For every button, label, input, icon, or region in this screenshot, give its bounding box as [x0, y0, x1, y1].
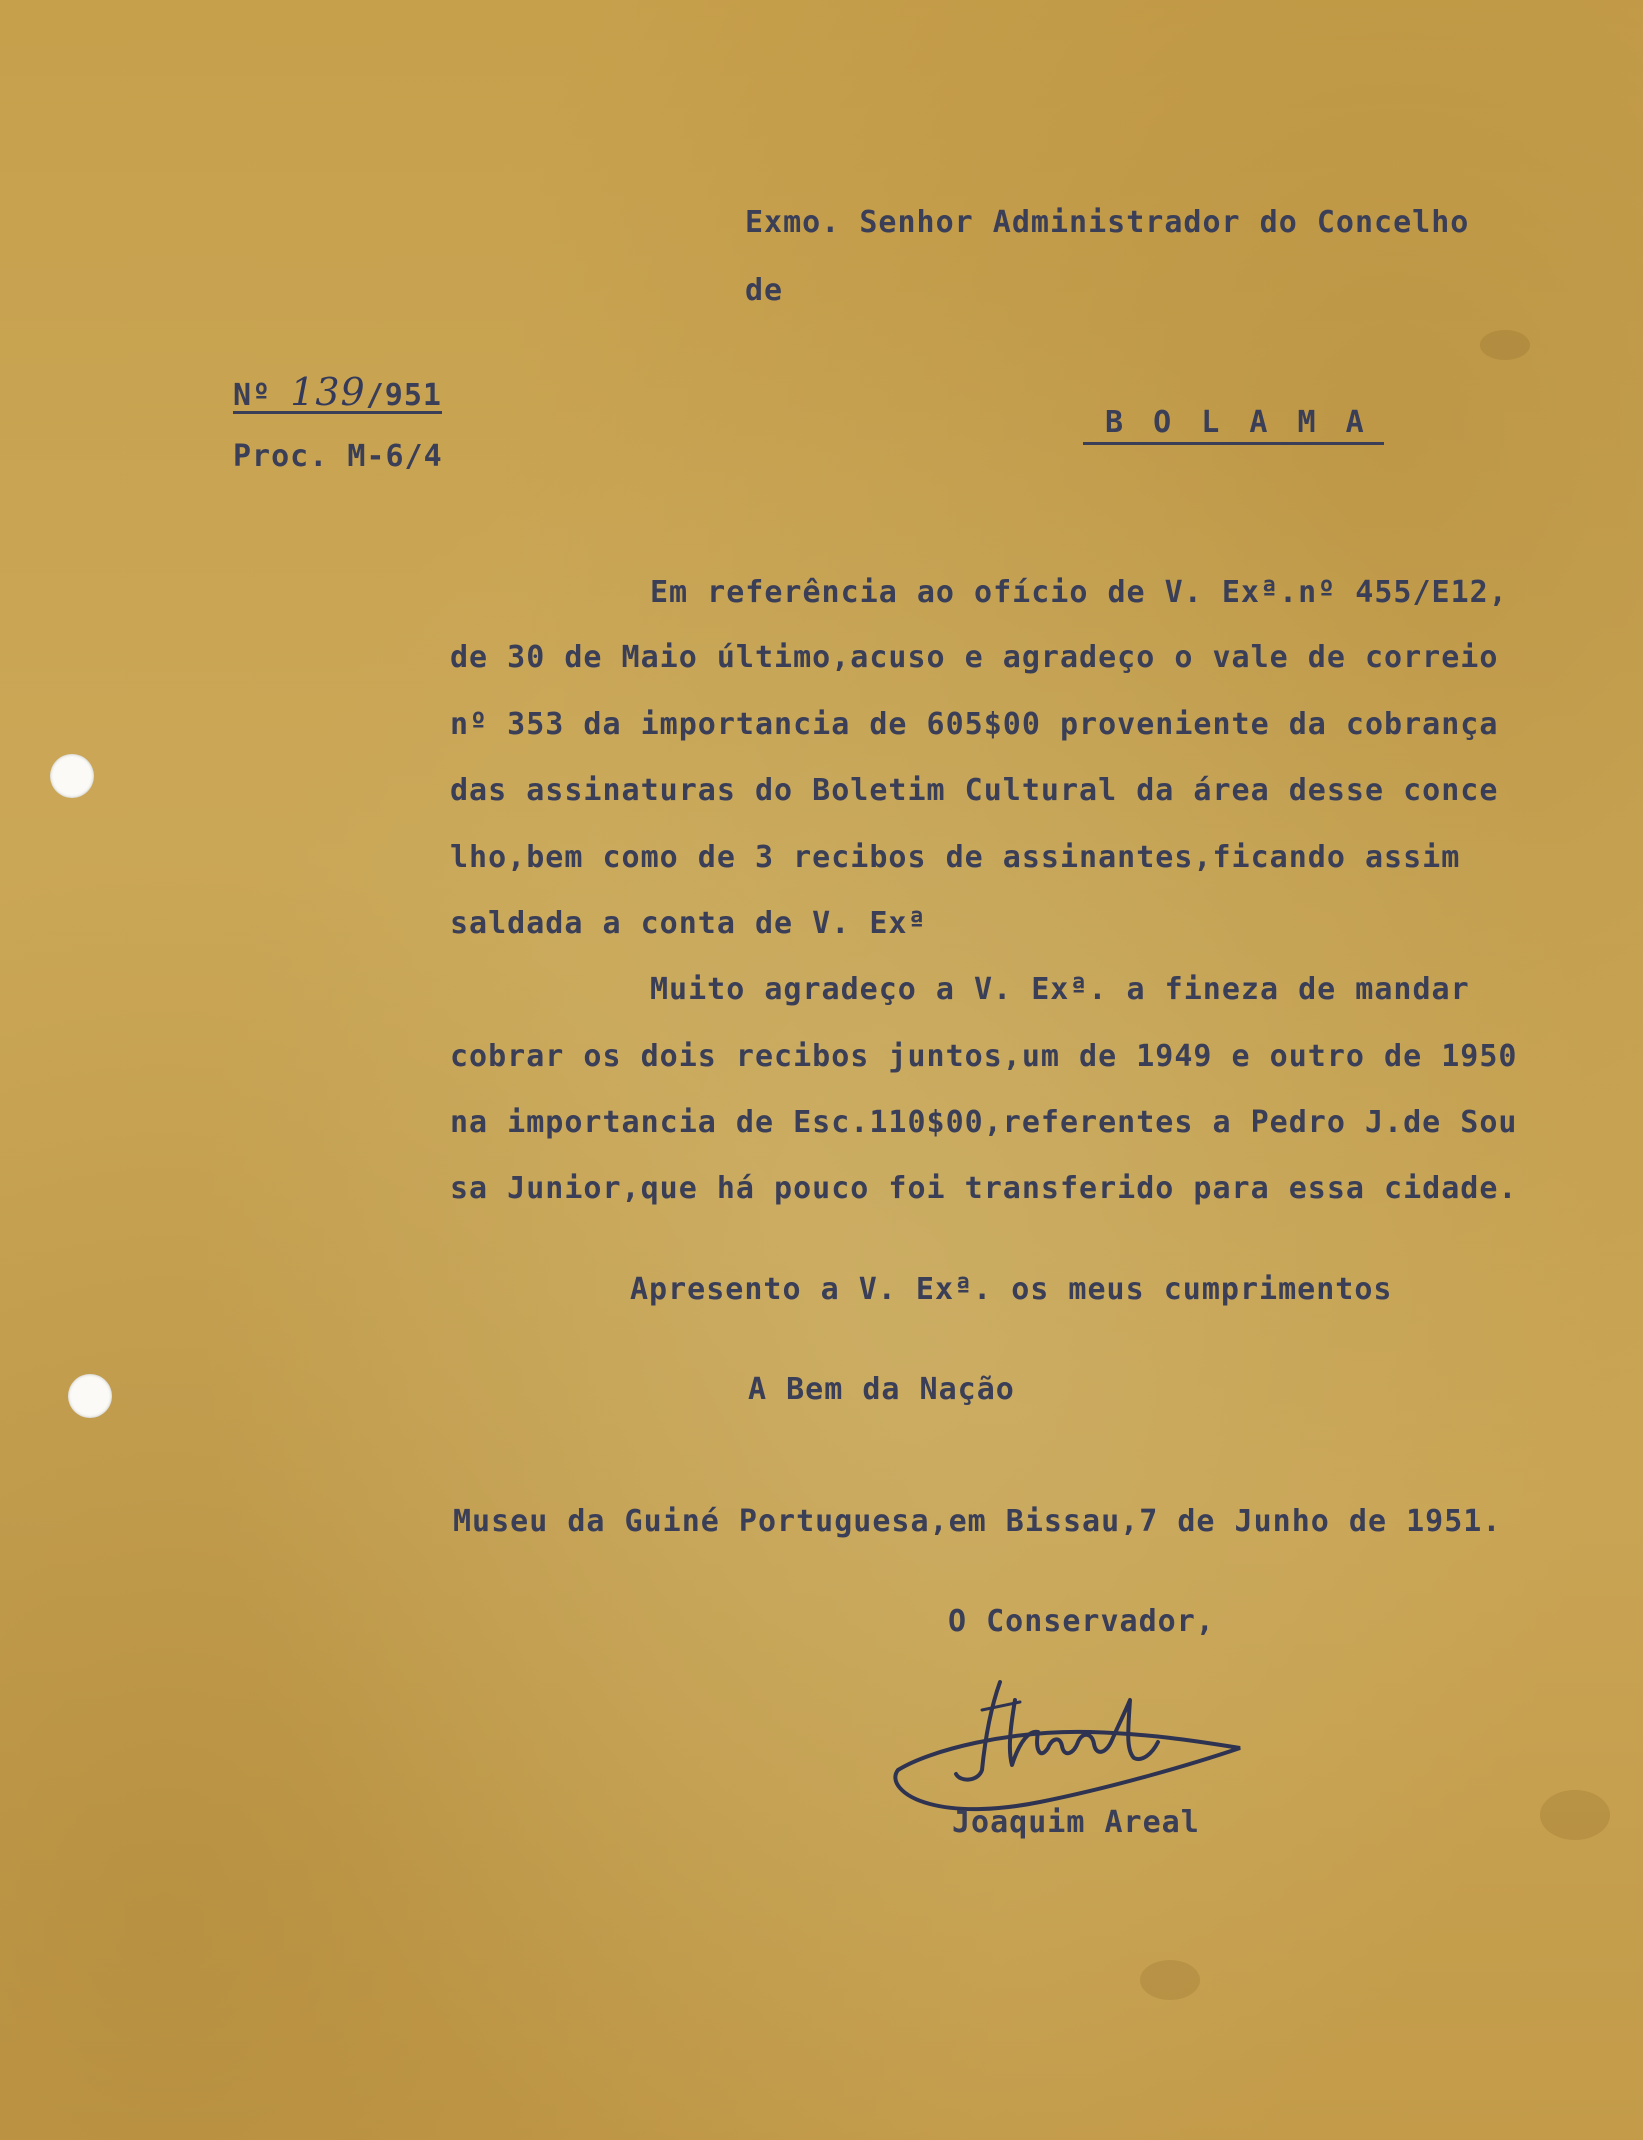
paper-stain [1140, 1960, 1200, 2000]
reference-number-prefix: Nº [233, 378, 272, 413]
punch-hole [68, 1374, 112, 1418]
paper-stain [1480, 330, 1530, 360]
process-reference: Proc. M-6/4 [233, 439, 443, 474]
signer-role: O Conservador, [948, 1604, 1215, 1639]
body-line: lho,bem como de 3 recibos de assinantes,ficando assim [450, 840, 1461, 875]
addressee-line: Exmo. Senhor Administrador do Concelho [745, 205, 1470, 240]
addressee-line: de [745, 273, 784, 308]
body-line: cobrar os dois recibos juntos,um de 1949 e outro de 1950 [450, 1039, 1518, 1074]
body-line: nº 353 da importancia de 605$00 proveniente da cobrança [450, 707, 1499, 742]
addressee-place: B O L A M A [1083, 408, 1384, 445]
signer-name: Joaquim Areal [952, 1805, 1200, 1840]
reference-number [233, 370, 442, 414]
body-line: na importancia de Esc.110$00,referentes a Pedro J.de Sou [450, 1105, 1518, 1140]
reference-number-suffix: /951 [365, 378, 442, 413]
closing-greeting: Apresento a V. Exª. os meus cumprimentos [630, 1272, 1393, 1307]
place-and-date: Museu da Guiné Portuguesa,em Bissau,7 de Junho de 1951. [453, 1504, 1502, 1539]
body-line: saldada a conta de V. Exª [450, 906, 927, 941]
body-line: de 30 de Maio último,acuso e agradeço o vale de correio [450, 640, 1499, 675]
closing-motto: A Bem da Nação [748, 1372, 1015, 1407]
handwritten-signature [890, 1670, 1250, 1820]
reference-number-handwritten: 139 [290, 370, 366, 414]
body-line: Muito agradeço a V. Exª. a fineza de mandar [650, 972, 1470, 1007]
punch-hole [50, 754, 94, 798]
body-line: das assinaturas do Boletim Cultural da área desse conce [450, 773, 1499, 808]
body-line: sa Junior,que há pouco foi transferido para essa cidade. [450, 1171, 1518, 1206]
paper-stain [1540, 1790, 1610, 1840]
body-line: Em referência ao ofício de V. Exª.nº 455/E12, [650, 575, 1508, 610]
